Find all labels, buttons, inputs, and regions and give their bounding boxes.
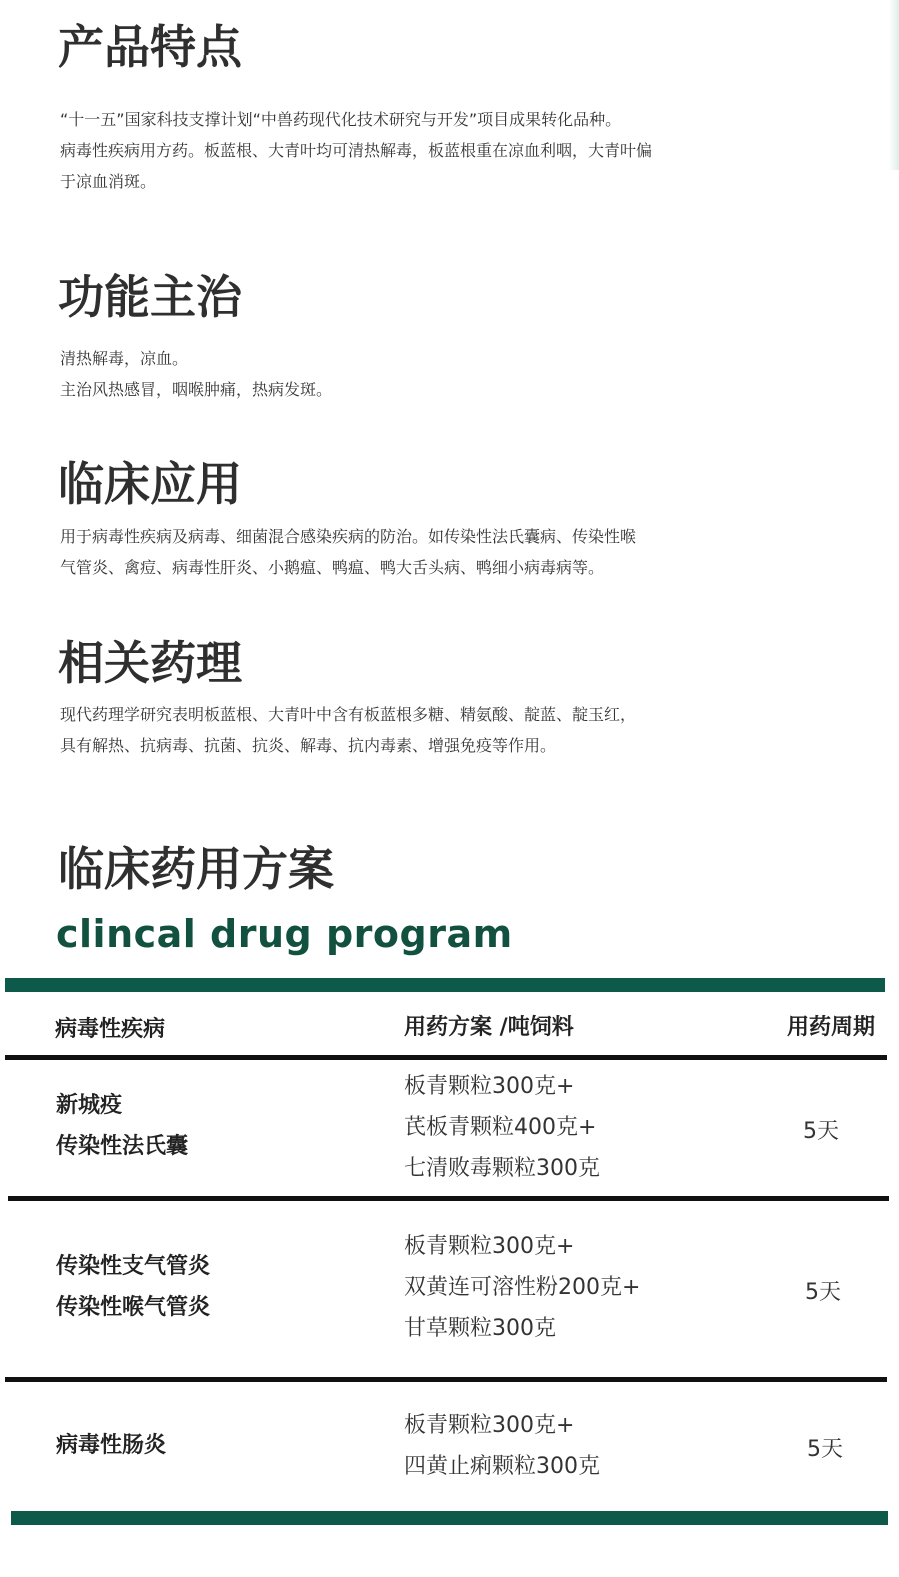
row2-plan — [404, 1226, 640, 1349]
row3-plan — [404, 1405, 600, 1487]
plan-line: 板青颗粒300克+ — [404, 1413, 575, 1438]
features-line: 于凉血消斑。 — [60, 172, 157, 191]
functions-text — [60, 343, 332, 405]
features-line: “十一五”国家科技支撑计划“中兽药现代化技术研究与开发”项目成果转化品种。 — [60, 110, 622, 129]
disease-name: 病毒性肠炎 — [56, 1433, 167, 1458]
row2-disease — [56, 1246, 210, 1328]
pharmacology-line: 现代药理学研究表明板蓝根、大青叶中含有板蓝根多糖、精氨酸、靛蓝、靛玉红， — [60, 705, 637, 724]
functions-line: 主治风热感冒，咽喉肿痛，热病发斑。 — [60, 380, 333, 399]
features-line: 病毒性疾病用方药。板蓝根、大青叶均可清热解毒，板蓝根重在凉血利咽，大青叶偏 — [60, 141, 653, 160]
program-title: 临床药用方案 — [58, 842, 334, 896]
disease-name: 传染性法氏囊 — [56, 1134, 189, 1159]
plan-line: 双黄连可溶性粉200克+ — [404, 1275, 641, 1300]
features-text — [60, 104, 652, 197]
row1-plan — [404, 1066, 600, 1189]
header-divider — [5, 1055, 887, 1060]
header-disease: 病毒性疾病 — [55, 1017, 166, 1042]
pharmacology-title: 相关药理 — [58, 636, 242, 690]
plan-line: 板青颗粒300克+ — [404, 1074, 575, 1099]
plan-line: 四黄止痢颗粒300克 — [404, 1454, 600, 1479]
clinical-line: 气管炎、禽痘、病毒性肝炎、小鹅瘟、鸭瘟、鸭大舌头病、鸭细小病毒病等。 — [60, 558, 605, 577]
disease-name: 传染性喉气管炎 — [56, 1295, 211, 1320]
row3-disease — [56, 1425, 166, 1466]
row1-cycle: 5天 — [803, 1119, 839, 1144]
functions-line: 清热解毒，凉血。 — [60, 349, 189, 368]
disease-name: 传染性支气管炎 — [56, 1254, 211, 1279]
header-plan: 用药方案 /吨饲料 — [404, 1015, 574, 1040]
edge-decoration — [889, 0, 899, 170]
clinical-text — [60, 521, 636, 583]
plan-line: 芪板青颗粒400克+ — [404, 1115, 597, 1140]
functions-title: 功能主治 — [58, 270, 242, 324]
table-top-bar — [5, 978, 885, 992]
plan-line: 板青颗粒300克+ — [404, 1234, 575, 1259]
clinical-line: 用于病毒性疾病及病毒、细菌混合感染疾病的防治。如传染性法氏囊病、传染性喉 — [60, 527, 637, 546]
row-divider — [8, 1196, 889, 1201]
disease-name: 新城疫 — [56, 1093, 123, 1118]
row-divider — [5, 1377, 887, 1382]
row2-cycle: 5天 — [805, 1280, 841, 1305]
header-cycle: 用药周期 — [787, 1015, 876, 1040]
plan-line: 甘草颗粒300克 — [404, 1316, 556, 1341]
pharmacology-line: 具有解热、抗病毒、抗菌、抗炎、解毒、抗内毒素、增强免疫等作用。 — [60, 736, 557, 755]
table-bottom-bar — [11, 1511, 888, 1525]
program-subtitle: clincal drug program — [56, 912, 513, 956]
row3-cycle: 5天 — [807, 1437, 843, 1462]
features-title: 产品特点 — [58, 20, 242, 74]
row1-disease — [56, 1085, 188, 1167]
plan-line: 七清败毒颗粒300克 — [404, 1156, 600, 1181]
pharmacology-text — [60, 699, 636, 761]
clinical-title: 临床应用 — [58, 457, 242, 511]
